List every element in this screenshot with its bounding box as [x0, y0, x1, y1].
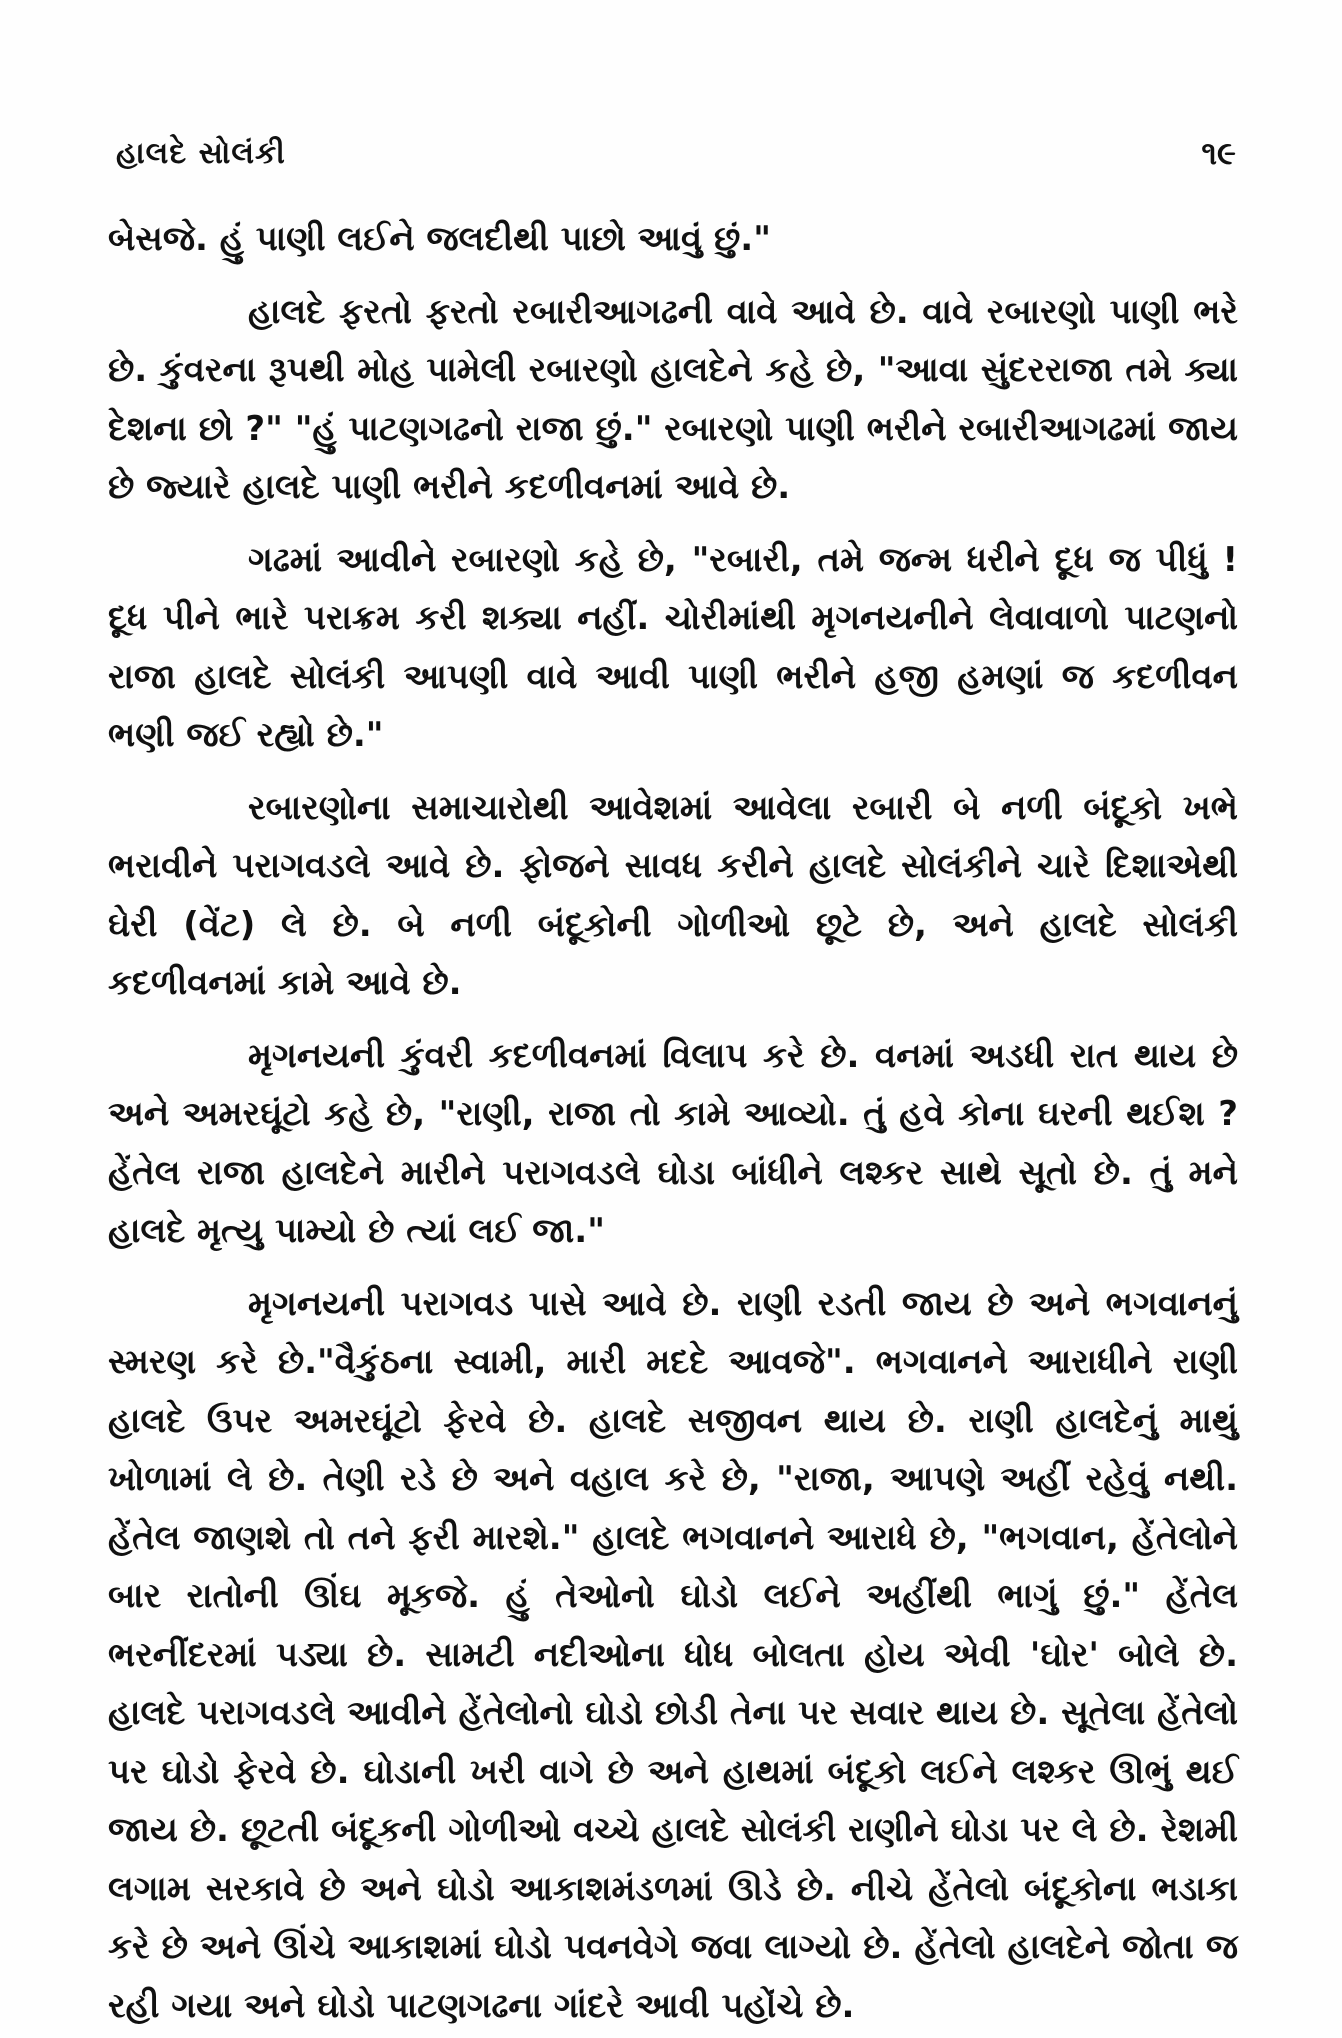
body-text: [108, 210, 1238, 2035]
page-number: ૧૯: [1201, 133, 1236, 172]
paragraph-continuation: બેસજે. હું પાણી લઈને જલદીથી પાછો આવું છું.": [108, 219, 771, 259]
paragraph: રબારણોના સમાચારોથી આવેશમાં આવેલા રબારી બે નળી બંદૂકો ખભે ભરાવીને પરાગવડલે આવે છે. ફોજને સાવધ કરીને હાલદે સોલંકીને ચારે દિશાએથી ઘેરી (વેંટ) લે છે. બે નળી બંદૂકોની ગોળીઓ છૂટે છે, અને હાલદે સોલંકી કદળીવનમાં કામે આવે છે.: [108, 787, 1238, 1003]
paragraph: ગઢમાં આવીને રબારણો કહે છે, "રબારી, તમે જન્મ ધરીને દૂધ જ પીધું ! દૂધ પીને ભારે પરાક્રમ કરી શક્યા નહીં. ચોરીમાંથી મૃગનયનીને લેવાવાળો પાટણનો રાજા હાલદે સોલંકી આપણી વાવે આવી પાણી ભરીને હજી હમણાં જ કદળીવન ભણી જઈ રહ્યો છે.": [108, 539, 1238, 755]
paragraph: મૃગનયની પરાગવડ પાસે આવે છે. રાણી રડતી જાય છે અને ભગવાનનું સ્મરણ કરે છે."વૈકુંઠના સ્વામી, મારી મદદે આવજે". ભગવાનને આરાધીને રાણી હાલદે ઉપર અમરઘૂંટો ફેરવે છે. હાલદે સજીવન થાય છે. રાણી હાલદેનું માથું ખોળામાં લે છે. તેણી રડે છે અને વહાલ કરે છે, "રાજા, આપણે અહીં રહેવું નથી. હેંતેલ જાણશે તો તને ફરી મારશે." હાલદે ભગવાનને આરાધે છે, "ભગવાન, હેંતેલોને બાર રાતોની ઊંઘ મૂકજે. હું તેઓનો ઘોડો લઈને અહીંથી ભાગું છું." હેંતેલ ભરનીંદરમાં પડ્યા છે. સામટી નદીઓના ધોધ બોલતા હોય એવી 'ઘોર' બોલે છે. હાલદે પરાગવડલે આવીને હેંતેલોનો ઘોડો છોડી તેના પર સવાર થાય છે. સૂતેલા હેંતેલો પર ઘોડો ફેરવે છે. ઘોડાની ખરી વાગે છે અને હાથમાં બંદૂકો લઈને લશ્કર ઊભું થઈ જાય છે. છૂટતી બંદૂકની ગોળીઓ વચ્ચે હાલદે સોલંકી રાણીને ઘોડા પર લે છે. રેશમી લગામ સરકાવે છે અને ઘોડો આકાશમંડળમાં ઊડે છે. નીચે હેંતેલો બંદૂકોના ભડાકા કરે છે અને ઊંચે આકાશમાં ઘોડો પવનવેગે જવા લાગ્યો છે. હેંતેલો હાલદેને જોતા જ રહી ગયા અને ઘોડો પાટણગઢના ગાંદરે આવી પહોંચે છે.: [108, 1283, 1238, 2026]
paragraph: મૃગનયની કુંવરી કદળીવનમાં વિલાપ કરે છે. વનમાં અડધી રાત થાય છે અને અમરઘૂંટો કહે છે, "રાણી, રાજા તો કામે આવ્યો. તું હવે કોના ઘરની થઈશ ? હેંતેલ રાજા હાલદેને મારીને પરાગવડલે ઘોડા બાંધીને લશ્કર સાથે સૂતો છે. તું મને હાલદે મૃત્યુ પામ્યો છે ત્યાં લઈ જા.": [108, 1035, 1238, 1251]
paragraph: હાલદે ફરતો ફરતો રબારીઆગઢની વાવે આવે છે. વાવે રબારણો પાણી ભરે છે. કુંવરના રૂપથી મોહ પામેલી રબારણો હાલદેને કહે છે, "આવા સુંદરરાજા તમે ક્યા દેશના છો ?" "હું પાટણગઢનો રાજા છું." રબારણો પાણી ભરીને રબારીઆગઢમાં જાય છે જ્યારે હાલદે પાણી ભરીને કદળીવનમાં આવે છે.: [108, 291, 1238, 507]
running-title: હાલદે સોલંકી: [116, 135, 286, 171]
running-header: [116, 128, 1236, 178]
